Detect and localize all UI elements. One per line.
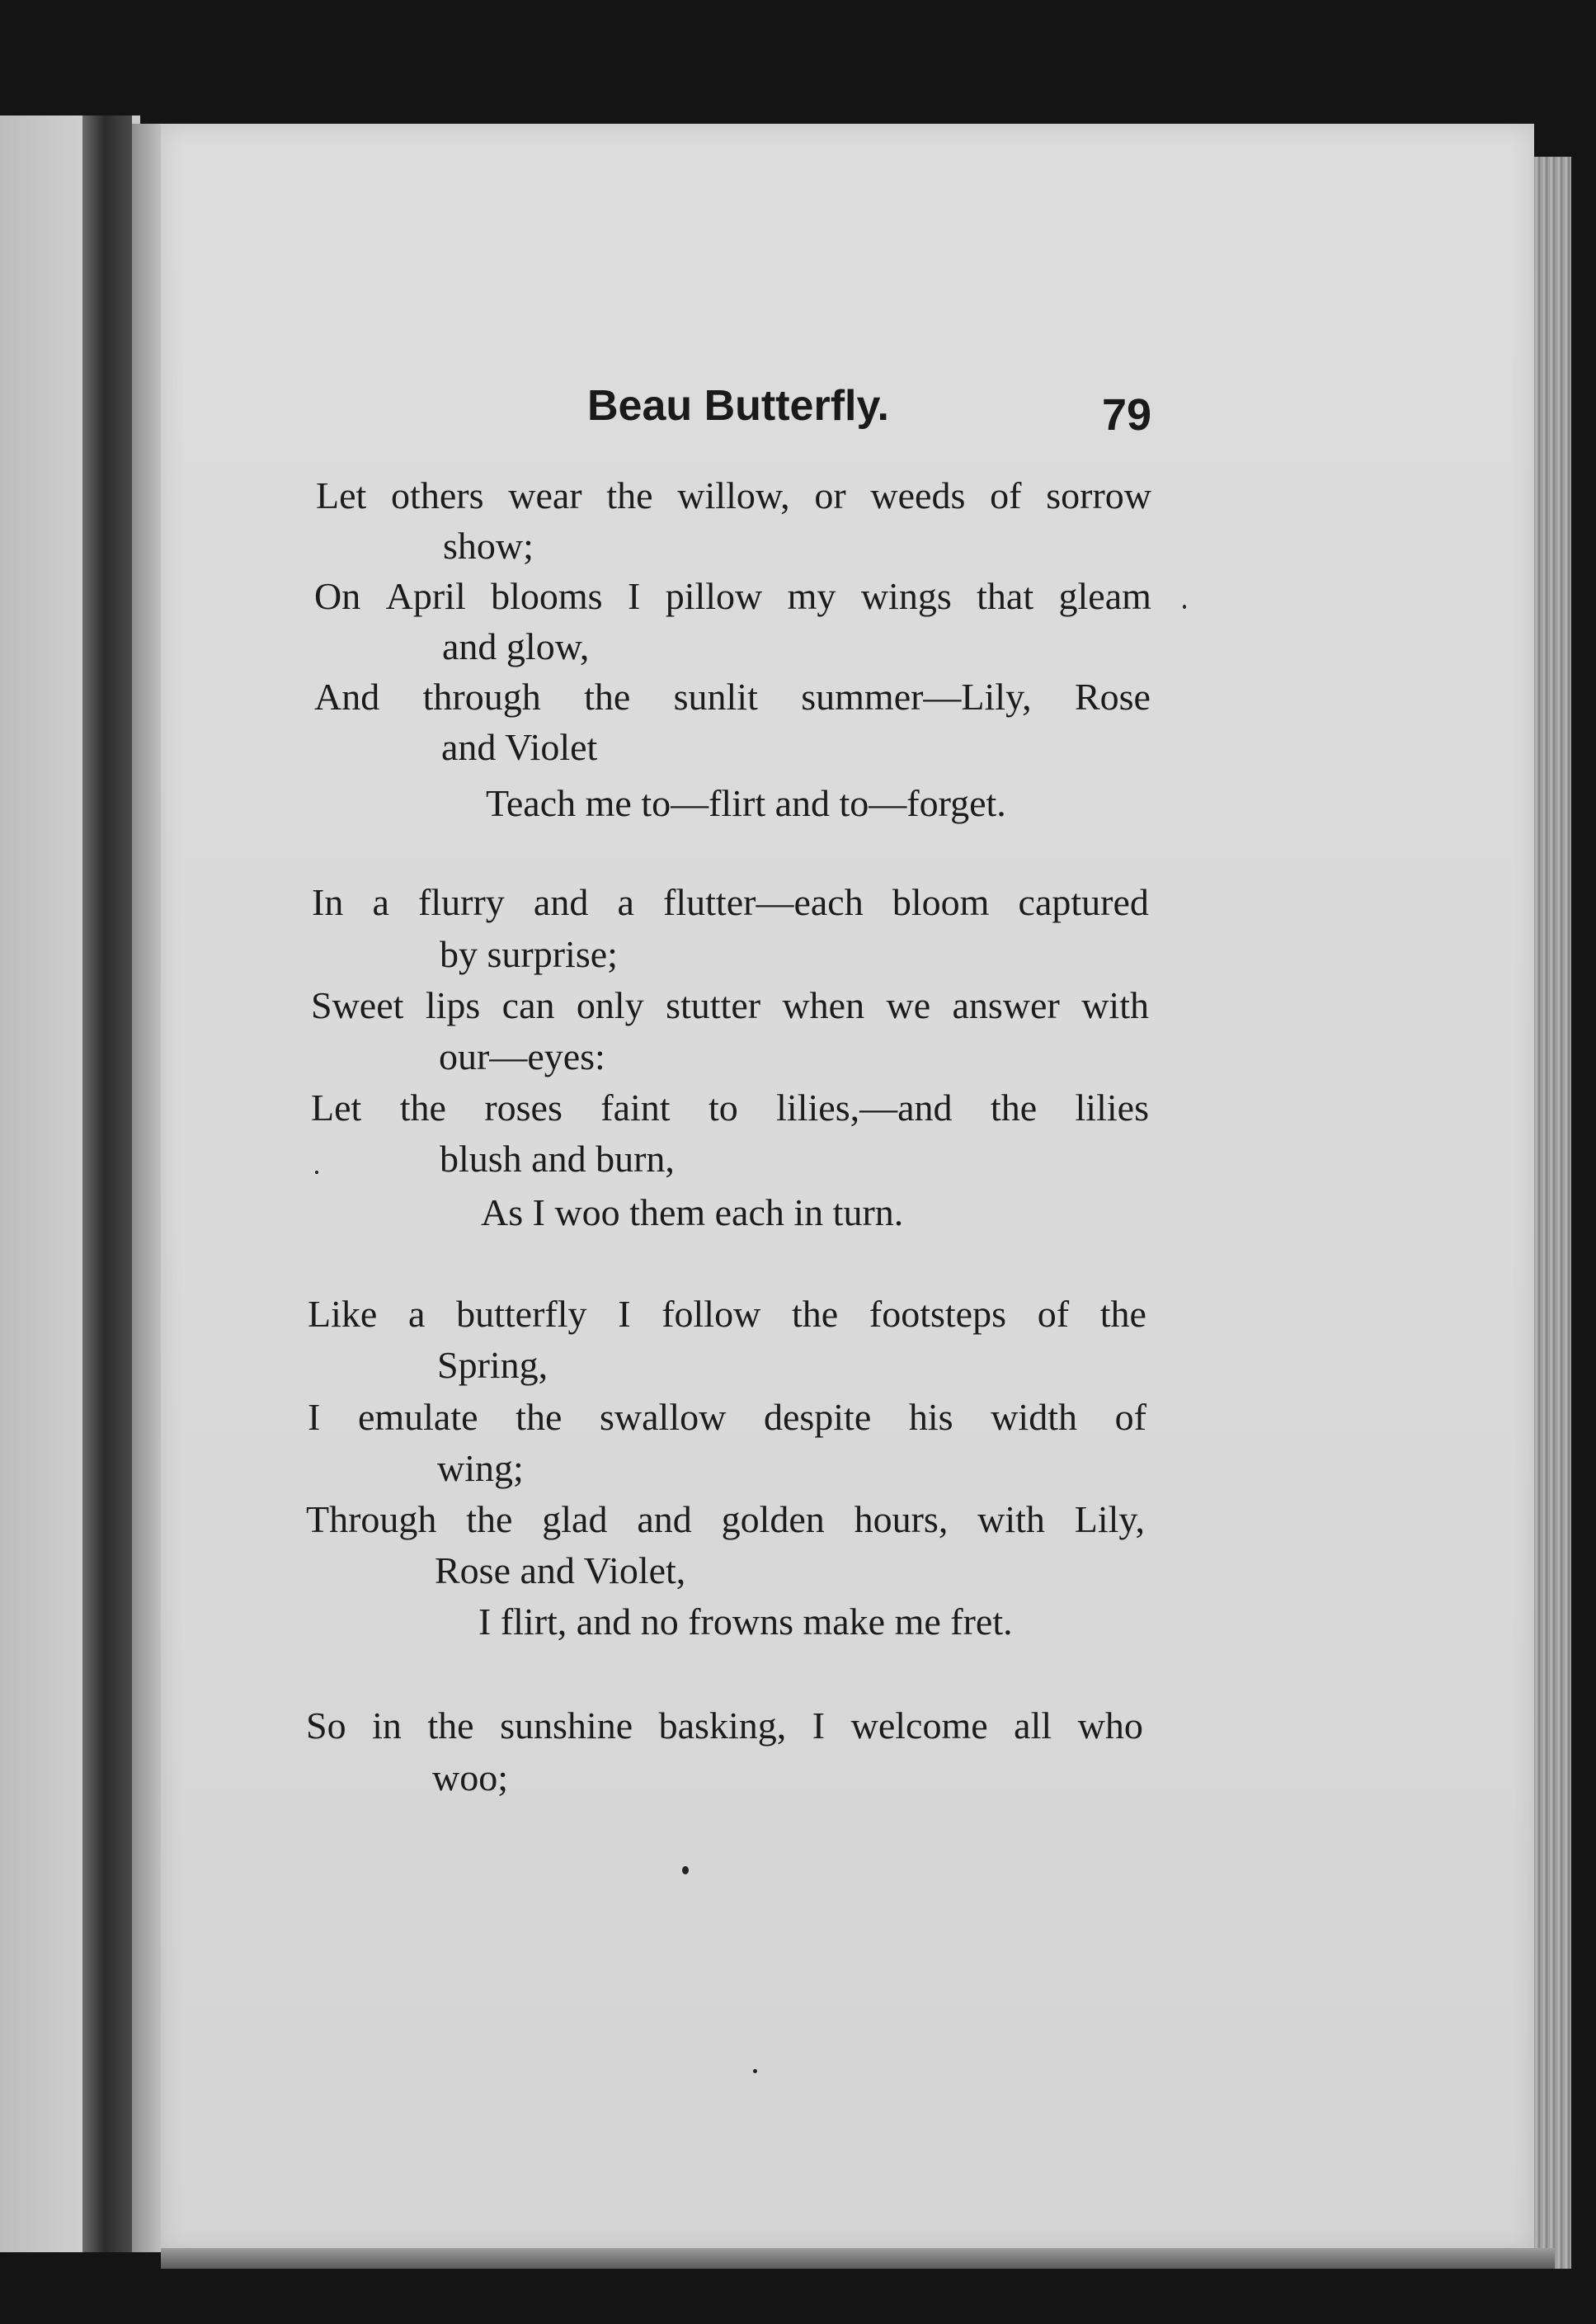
page-header [0, 381, 1596, 439]
page-number: 79 [1102, 390, 1152, 440]
poem-word: Let [316, 474, 367, 516]
poem-word: emulate [357, 1396, 478, 1438]
poem-word: or [814, 474, 846, 516]
poem-word: Let [311, 1087, 362, 1129]
poem-word: my [787, 575, 836, 617]
poem-word: the [399, 1087, 446, 1129]
poem-line: woo; [432, 1756, 508, 1798]
poem-line [311, 1085, 1149, 1131]
poem-word: Like [308, 1293, 378, 1335]
poem-line [308, 1394, 1146, 1440]
poem-word: others [391, 474, 484, 516]
poem-word: I [812, 1704, 826, 1747]
poem-line: and Violet [441, 726, 598, 768]
poem-word: through [422, 676, 541, 718]
poem-line [314, 674, 1151, 720]
scan-speck [1183, 605, 1186, 609]
poem-word: blooms [491, 575, 603, 617]
poem-word: the [990, 1087, 1038, 1129]
poem-word: April [385, 575, 466, 617]
poem-line: As I woo them each in turn. [481, 1191, 904, 1233]
poem-word: I [618, 1293, 631, 1335]
poem-word: roses [484, 1087, 563, 1129]
poem-word: swallow [600, 1396, 727, 1438]
poem-word: his [908, 1396, 953, 1438]
running-title: Beau Butterfly. [587, 382, 889, 430]
poem-word: a [617, 881, 634, 923]
poem-word: the [584, 676, 631, 718]
gutter-shadow [132, 124, 165, 2252]
poem-word: gleam [1058, 575, 1151, 617]
poem-word: basking, [658, 1704, 787, 1747]
poem-word: willow, [677, 474, 790, 516]
poem-word: the [606, 474, 653, 516]
poem-word: a [372, 881, 389, 923]
poem-word: And [314, 676, 380, 718]
poem-line: Spring, [437, 1344, 548, 1386]
poem-word: despite [763, 1396, 872, 1438]
poem-word: the [516, 1396, 563, 1438]
poem-word: Through [306, 1498, 437, 1540]
poem-word: Sweet [311, 984, 404, 1026]
poem-word: sunshine [500, 1704, 633, 1747]
poem-line: and glow, [442, 625, 590, 667]
poem-word: width [991, 1396, 1077, 1438]
poem-line: our—eyes: [439, 1035, 605, 1077]
poem-word: welcome [850, 1704, 988, 1747]
poem-word: sorrow [1046, 474, 1151, 516]
poem-word: butterfly [456, 1293, 587, 1335]
poem-line: wing; [437, 1447, 524, 1489]
poem-word: answer [952, 984, 1060, 1026]
poem-word: all [1014, 1704, 1052, 1747]
poem-word: I [308, 1396, 321, 1438]
poem-word: I [627, 575, 641, 617]
book-page [161, 124, 1534, 2252]
poem-word: On [314, 575, 361, 617]
poem-word: wings [860, 575, 952, 617]
poem-line [308, 1291, 1146, 1337]
poem-word: So [306, 1704, 346, 1747]
poem-line: by surprise; [440, 933, 618, 975]
poem-word: faint [600, 1087, 671, 1129]
scan-speck [753, 2069, 757, 2073]
poem-word: in [372, 1704, 402, 1747]
page-bottom-edge [161, 2248, 1555, 2269]
poem-line [306, 1703, 1143, 1749]
poem-word: with [1081, 984, 1149, 1026]
poem-word: pillow [665, 575, 763, 617]
poem-word: when [782, 984, 865, 1026]
scan-speck [315, 1171, 318, 1174]
poem-line [314, 573, 1151, 620]
poem-word: only [576, 984, 644, 1026]
poem-word: bloom [892, 881, 990, 923]
poem-word: captured [1018, 881, 1149, 923]
poem-word: of [990, 474, 1022, 516]
poem-word: lips [425, 984, 481, 1026]
page-fore-edge [1534, 157, 1571, 2269]
poem-word: weeds [870, 474, 966, 516]
poem-word: the [466, 1498, 513, 1540]
poem-word: and [637, 1498, 692, 1540]
poem-line [306, 1497, 1145, 1543]
scan-speck [682, 1866, 689, 1874]
poem-word: the [1099, 1293, 1146, 1335]
poem-word: Lily, [1074, 1498, 1145, 1540]
poem-line [312, 879, 1149, 926]
poem-word: wear [508, 474, 582, 516]
poem-line: blush and burn, [440, 1138, 675, 1180]
poem-word: sunlit [673, 676, 758, 718]
poem-word: a [407, 1293, 426, 1335]
poem-line: Rose and Violet, [435, 1549, 686, 1591]
poem-word: stutter [666, 984, 761, 1026]
poem-word: flurry [418, 881, 505, 923]
poem-word: with [977, 1498, 1045, 1540]
poem-word: lilies [1075, 1087, 1149, 1129]
poem-word: who [1077, 1704, 1143, 1747]
poem-word: of [1037, 1293, 1070, 1335]
poem-word: follow [661, 1293, 761, 1335]
poem-word: summer—Lily, [801, 676, 1032, 718]
poem-word: In [312, 881, 344, 923]
poem-word: that [977, 575, 1034, 617]
poem-word: flutter—each [663, 881, 864, 923]
poem-word: can [501, 984, 555, 1026]
poem-word: Rose [1074, 676, 1151, 718]
poem-word: we [886, 984, 931, 1026]
poem-word: hours, [854, 1498, 949, 1540]
poem-line [316, 473, 1151, 519]
poem-word: the [427, 1704, 474, 1747]
poem-word: lilies,—and [776, 1087, 953, 1129]
poem-word: glad [542, 1498, 608, 1540]
poem-line: show; [443, 525, 534, 567]
poem-word: to [708, 1087, 738, 1129]
poem-word: footsteps [869, 1293, 1006, 1335]
poem-word: golden [721, 1498, 825, 1540]
poem-line: I flirt, and no frowns make me fret. [478, 1600, 1013, 1643]
poem-word: the [792, 1293, 839, 1335]
poem-word: of [1114, 1396, 1146, 1438]
poem-word: and [533, 881, 589, 923]
poem-line: Teach me to—flirt and to—forget. [486, 782, 1006, 824]
poem-line [311, 983, 1149, 1029]
